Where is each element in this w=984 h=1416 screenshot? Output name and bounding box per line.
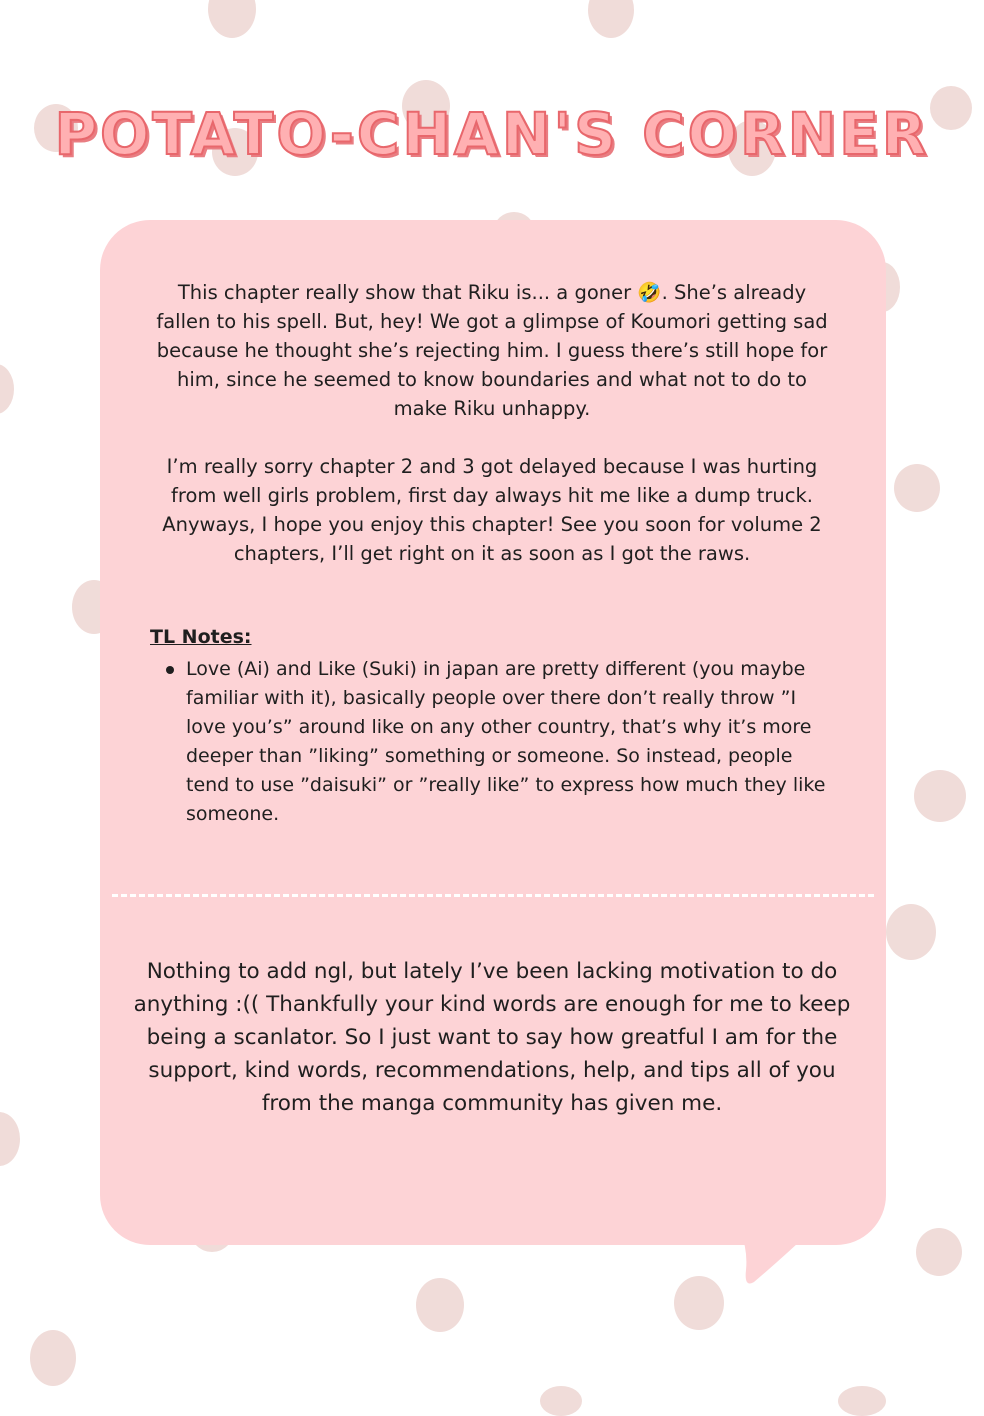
background-dot [886,904,936,960]
dashed-divider [112,894,874,897]
bullet-icon [166,666,174,674]
background-dot [894,464,940,512]
speech-bubble-tail [740,1230,820,1290]
tl-notes-heading: TL Notes: [150,626,252,648]
closing-paragraph: Nothing to add ngl, but lately I’ve been lacking motivation to do anything :(( Thankfully your kind words are enough for me to keep being a scanlator. So I just want to say how greatful I am for the support, kind words, recommendations, help, and tips all of you from the manga community has given me. [133,959,851,1116]
tl-note-text: Love (Ai) and Like (Suki) in japan are pretty different (you maybe familiar with it), basically people over there don’t really throw ”I love you’s” around like on any other country, that’s why it’s more deeper than ”liking” something or someone. So instead, people tend to use ”daisuki” or ”really like” to express how much they like someone. [186,658,826,825]
list-item [186,655,826,829]
background-dot [588,0,634,38]
background-dot [674,1276,724,1330]
background-dot [916,1228,962,1276]
intro-paragraph: This chapter really show that Riku is... a goner 🤣. She’s already fallen to his spell. But, hey! We got a glimpse of Koumori getting sad because he thought she’s rejecting him. I guess there’s still hope for him, since he seemed to know boundaries and what not to do to make Riku unhappy. [156,281,828,420]
background-dot [0,1112,20,1166]
page-title: POTATO-CHAN'S CORNER [54,100,930,168]
background-dot [914,770,966,822]
background-dot [30,1330,76,1386]
background-dot [540,1386,582,1416]
background-dot [838,1386,886,1416]
background-dot [0,364,14,414]
tl-notes-list [186,655,826,829]
background-dot [208,0,256,38]
apology-paragraph: I’m really sorry chapter 2 and 3 got delayed because I was hurting from well girls problem, first day always hit me like a dump truck. Anyways, I hope you enjoy this chapter! See you soon for volume 2 chapters, I’ll get right on it as soon as I got the raws. [162,455,822,565]
background-dot [416,1278,464,1332]
